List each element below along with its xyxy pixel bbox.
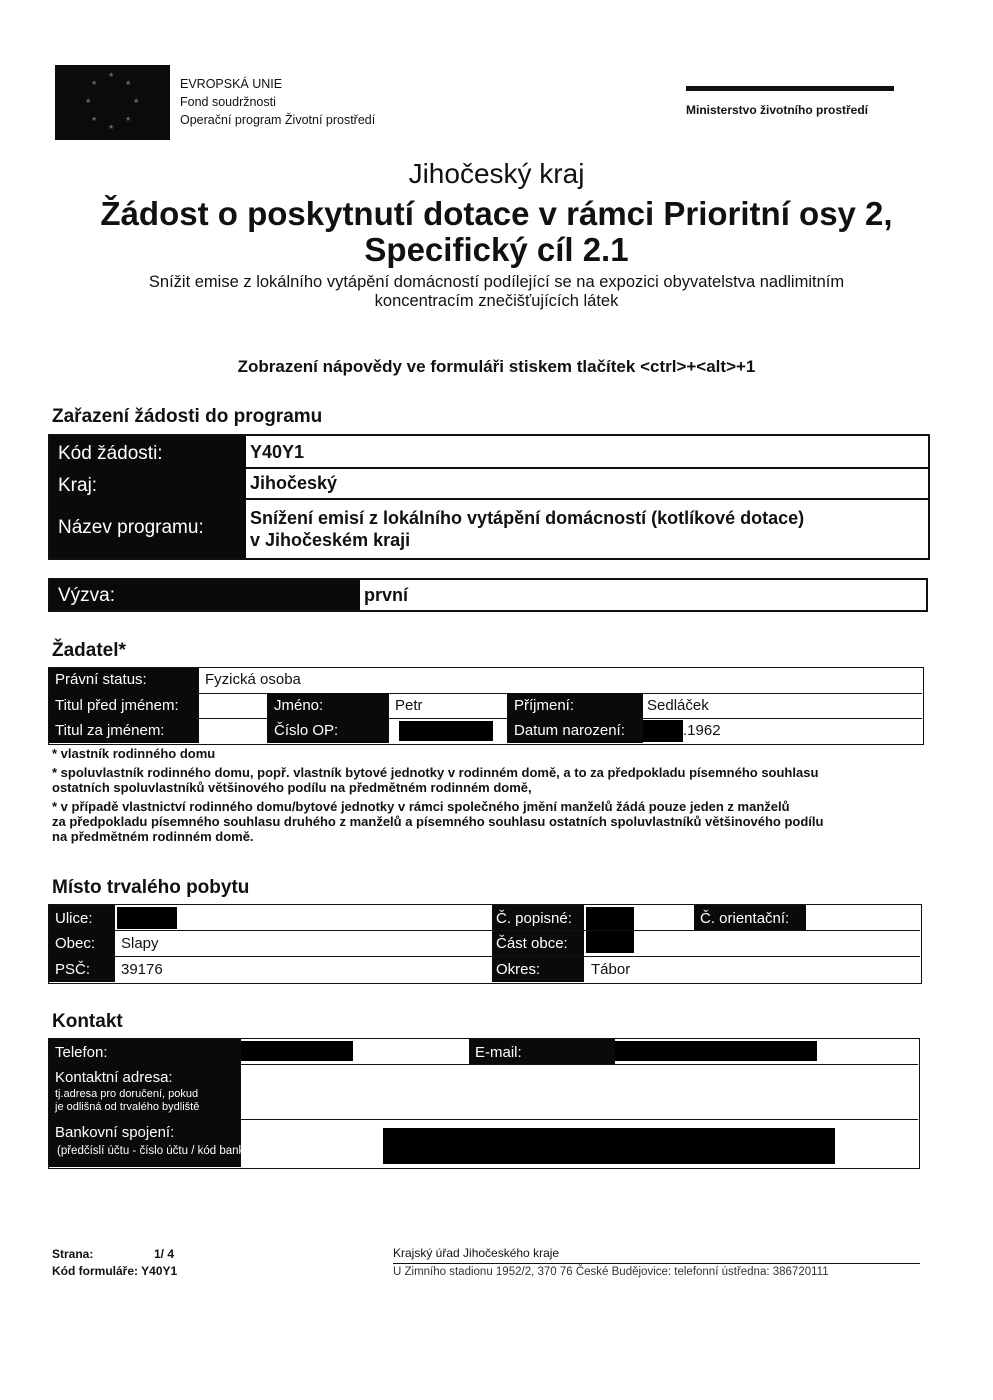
- title-line-1: Žádost o poskytnutí dotace v rámci Prioritní osy 2,: [100, 195, 893, 232]
- divider: [241, 1064, 918, 1065]
- kod-formulare-row: [52, 1263, 177, 1280]
- section-title-contact: Kontakt: [52, 1011, 123, 1032]
- okres-value[interactable]: Tábor: [591, 961, 631, 978]
- eu-star-icon: ★: [108, 124, 115, 131]
- bank-label: Bankovní spojení:: [55, 1124, 175, 1141]
- kontaktni-adresa-label: Kontaktní adresa:: [55, 1069, 173, 1086]
- obec-value[interactable]: Slapy: [121, 935, 159, 952]
- nazev-line-1: Snížení emisí z lokálního vytápění domácností (kotlíkové dotace): [250, 508, 805, 528]
- eu-line: Operační program Životní prostředí: [180, 113, 376, 127]
- title-line-2: Specifický cíl 2.1: [364, 231, 629, 268]
- kraj-value[interactable]: Jihočeský: [250, 473, 338, 493]
- address-table: [48, 904, 922, 984]
- eu-line: Fond soudržnosti: [180, 95, 276, 109]
- note: * spoluvlastník rodinného domu, popř. vlastník bytové jednotky v rodinném domě, a to za předpokladu písemného souhlasu: [52, 765, 819, 780]
- kod-zadosti-label: Kód žádosti:: [58, 443, 163, 464]
- ulice-label: Ulice:: [55, 910, 93, 927]
- strana-label: Strana:: [52, 1247, 94, 1261]
- eu-star-icon: ★: [85, 98, 92, 105]
- kontaktni-adresa-hint: [55, 1088, 199, 1114]
- nazev-line-2: v Jihočeském kraji: [250, 530, 411, 550]
- hint-line: je odlišná od trvalého bydliště: [55, 1101, 200, 1113]
- obec-label: Obec:: [55, 935, 96, 952]
- vyzva-label: Výzva:: [58, 585, 116, 606]
- orientacni-label: Č. orientační:: [700, 910, 790, 927]
- ministry-name: Ministerstvo životního prostředí: [686, 103, 869, 117]
- strana-row: [52, 1246, 177, 1263]
- titul-za-label: Titul za jménem:: [55, 722, 165, 739]
- kraj-label: Kraj:: [58, 475, 98, 496]
- redacted-birthdate: [643, 720, 683, 742]
- divider: [115, 930, 920, 931]
- nazev-programu-label: Název programu:: [58, 517, 204, 538]
- subtitle: [80, 273, 913, 311]
- pravni-status-label: Právní status:: [55, 671, 147, 688]
- vyzva-value[interactable]: první: [364, 585, 409, 605]
- eu-flag-logo: [55, 65, 170, 140]
- strana-value: 1/ 4: [154, 1247, 175, 1261]
- divider: [241, 1119, 918, 1120]
- eu-text-block: [180, 75, 375, 129]
- hint-line: tj.adresa pro doručení, pokud: [55, 1088, 199, 1100]
- kod-formulare-label: Kód formuláře:: [52, 1264, 139, 1278]
- vyzva-row: [48, 578, 928, 612]
- subtitle-line-2: koncentracím znečišťujících látek: [374, 292, 619, 310]
- psc-label: PSČ:: [55, 961, 91, 978]
- help-hint: Zobrazení nápovědy ve formuláři stiskem tlačítek <ctrl>+<alt>+1: [237, 357, 756, 376]
- program-table: [48, 434, 930, 560]
- footer-page-info: [52, 1246, 177, 1280]
- cast-obce-label: Část obce:: [496, 935, 568, 952]
- prijmeni-value[interactable]: Sedláček: [647, 697, 709, 714]
- okres-label: Okres:: [496, 961, 541, 978]
- prijmeni-label: Příjmení:: [514, 697, 575, 714]
- footer-office: Krajský úřad Jihočeského kraje: [393, 1246, 560, 1260]
- eu-star-icon: ★: [91, 80, 98, 87]
- region-title: Jihočeský kraj: [408, 158, 585, 189]
- divider: [115, 956, 920, 957]
- note: ostatních spoluvlastníků většinového podílu na předmětném rodinném domě,: [52, 780, 532, 795]
- redacted-ulice: [117, 907, 177, 929]
- eu-star-icon: ★: [125, 80, 132, 87]
- note: na předmětném rodinném domě.: [52, 829, 254, 844]
- nazev-programu-value[interactable]: [250, 507, 804, 551]
- eu-line: EVROPSKÁ UNIE: [180, 77, 283, 91]
- note: * v případě vlastnictví rodinného domu/bytové jednotky v rámci společného jmění manželů žádá pouze jeden z manželů: [52, 799, 790, 814]
- note: za předpokladu písemného souhlasu druhého z manželů a písemného souhlasu ostatních spoluvlastníků většinového podílu: [52, 814, 824, 829]
- footer-address: U Zimního stadionu 1952/2, 370 76 České Budějovice: telefonní ústředna: 386720111: [393, 1266, 829, 1278]
- bank-hint: (předčíslí účtu - číslo účtu / kód banky): [57, 1145, 254, 1157]
- section-title-applicant: Žadatel*: [52, 640, 126, 661]
- divider: [246, 498, 928, 500]
- redacted-telefon: [241, 1041, 353, 1061]
- jmeno-label: Jméno:: [274, 697, 324, 714]
- psc-value[interactable]: 39176: [121, 961, 163, 978]
- pravni-status-value[interactable]: Fyzická osoba: [205, 671, 301, 688]
- cislo-op-label: Číslo OP:: [274, 722, 339, 739]
- ministry-logo-bar: [686, 86, 894, 91]
- jmeno-value[interactable]: Petr: [395, 697, 423, 714]
- popisne-label: Č. popisné:: [496, 910, 572, 927]
- telefon-label: Telefon:: [55, 1044, 108, 1061]
- datum-narozeni-label: Datum narození:: [514, 722, 625, 739]
- kod-formulare-value: Y40Y1: [141, 1264, 178, 1278]
- section-title-address: Místo trvalého pobytu: [52, 877, 250, 898]
- datum-narozeni-value[interactable]: .1962: [683, 722, 721, 739]
- contact-table: [48, 1038, 920, 1169]
- redacted-bank-account: [383, 1128, 835, 1164]
- divider: [246, 467, 928, 469]
- redacted-cislo-op: [399, 721, 493, 741]
- section-title-program: Zařazení žádosti do programu: [52, 406, 323, 427]
- eu-star-icon: ★: [133, 98, 140, 105]
- note: * vlastník rodinného domu: [52, 746, 216, 761]
- eu-star-icon: ★: [108, 72, 115, 79]
- footer-rule: [393, 1263, 920, 1264]
- page-title: [0, 196, 993, 268]
- kontaktni-adresa-value[interactable]: [245, 1067, 915, 1117]
- eu-star-icon: ★: [125, 116, 132, 123]
- applicant-notes: [52, 746, 925, 844]
- email-label: E-mail:: [475, 1044, 522, 1061]
- applicant-table: [48, 667, 924, 745]
- subtitle-line-1: Snížit emise z lokálního vytápění domácností podílející se na expozici obyvatelstva nadlimitním: [148, 273, 845, 291]
- titul-pred-label: Titul před jménem:: [55, 697, 179, 714]
- kod-zadosti-value[interactable]: Y40Y1: [250, 442, 305, 462]
- redacted-email: [615, 1041, 817, 1061]
- eu-star-icon: ★: [91, 116, 98, 123]
